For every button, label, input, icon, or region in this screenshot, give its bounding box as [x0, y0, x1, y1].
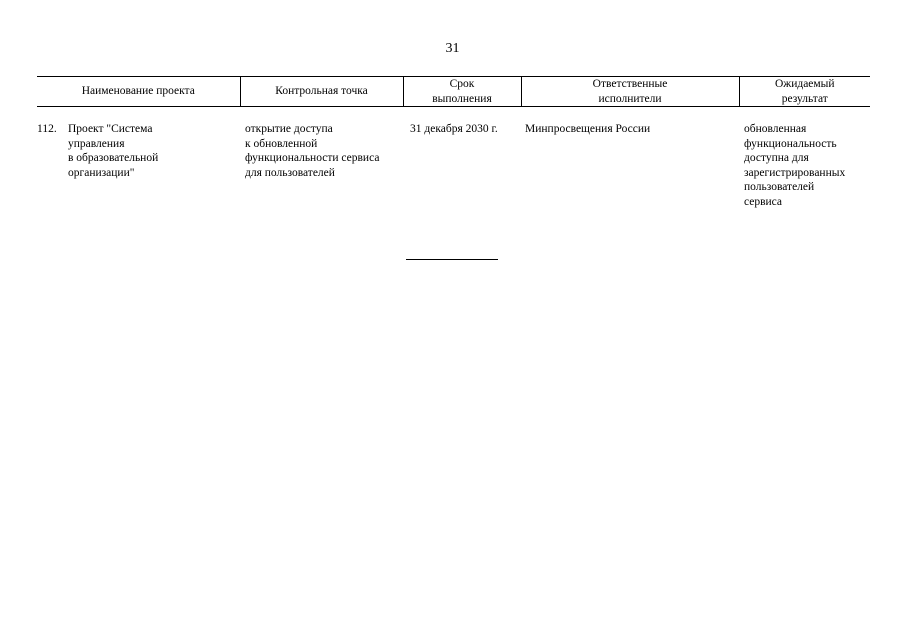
header-row: [37, 77, 870, 107]
responsible-cell: Минпросвещения России: [525, 123, 651, 135]
result-cell: [739, 122, 870, 209]
checkpoint-line: для пользователей: [245, 166, 335, 179]
page-number: 31: [445, 41, 460, 56]
checkpoint-line: к обновленной: [245, 137, 318, 150]
result-line: обновленная: [744, 123, 807, 135]
spacer-cell: [37, 107, 870, 123]
checkpoint-line: открытие доступа: [245, 123, 333, 135]
header-deadline-line1: Срок: [449, 78, 475, 90]
result-line: функциональность: [744, 137, 837, 150]
header-deadline-line2: выполнения: [432, 92, 492, 105]
header-project: Наименование проекта: [37, 77, 240, 107]
header-result: [739, 77, 870, 107]
project-line: Проект "Система: [68, 123, 153, 135]
checkpoints-table: [37, 76, 870, 209]
project-line: в образовательной: [68, 152, 159, 164]
project-cell: [37, 122, 240, 209]
checkpoint-cell: [240, 122, 403, 209]
result-line: сервиса: [744, 195, 783, 208]
row-number: 112.: [37, 123, 57, 135]
header-result-line2: результат: [781, 92, 828, 105]
end-divider: [406, 259, 498, 260]
header-deadline: [403, 77, 521, 107]
table-row: [37, 122, 870, 209]
result-line: зарегистрированных: [744, 166, 846, 179]
table-header: [37, 77, 870, 107]
header-responsible-line1: Ответственные: [592, 78, 668, 90]
result-line: пользователей: [744, 181, 815, 193]
spacer-row: [37, 107, 870, 123]
result-line: доступна для: [744, 152, 809, 164]
header-result-line1: Ожидаемый: [774, 78, 835, 90]
header-responsible: [521, 77, 739, 107]
checkpoint-line: функциональности сервиса: [245, 152, 380, 164]
project-line: организации": [68, 166, 135, 179]
header-checkpoint: Контрольная точка: [240, 77, 403, 107]
header-responsible-line2: исполнители: [598, 92, 662, 105]
project-line: управления: [68, 137, 125, 150]
deadline-cell: 31 декабря 2030 г.: [410, 123, 498, 135]
